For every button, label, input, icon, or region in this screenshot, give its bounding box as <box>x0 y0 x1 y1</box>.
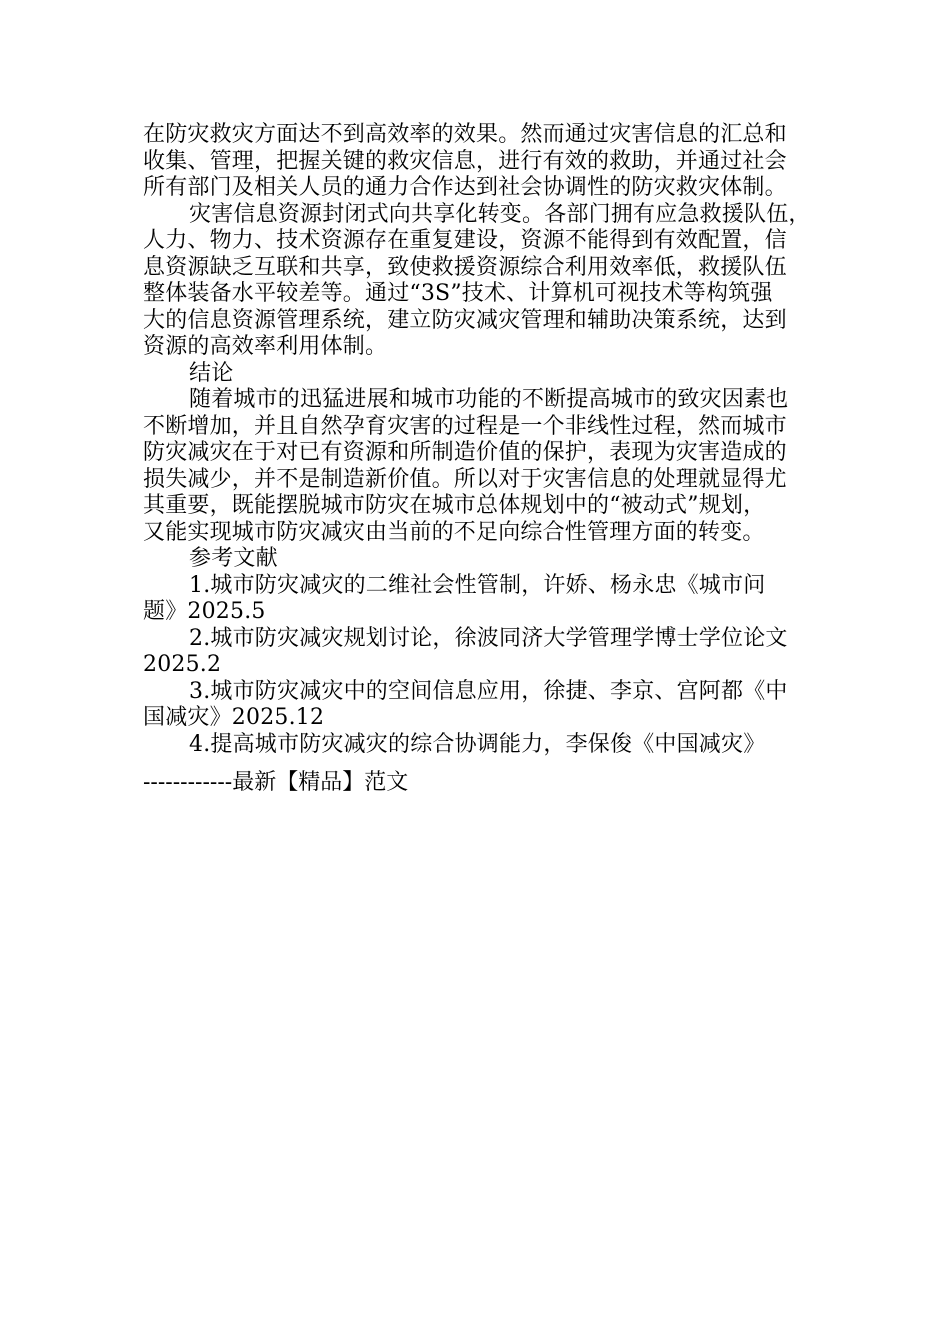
reference-item-continued: 题》2025.5 <box>143 599 266 624</box>
document-body <box>143 122 811 758</box>
paragraph-line: 所有部门及相关人员的通力合作达到社会协调性的防灾救灾体制。 <box>143 175 787 200</box>
section-heading-references: 参考文献 <box>189 546 278 571</box>
paragraph-line: 整体装备水平较差等。通过“3S”技术、计算机可视技术等构筑强 <box>143 281 773 306</box>
paragraph-line: 随着城市的迅猛进展和城市功能的不断提高城市的致灾因素也 <box>189 387 789 412</box>
paragraph-line: 又能实现城市防灾减灾由当前的不足向综合性管理方面的转变。 <box>143 519 765 545</box>
paragraph-line: 人力、物力、技术资源存在重复建设，资源不能得到有效配置，信 <box>143 228 787 253</box>
paragraph-line: 防灾减灾在于对已有资源和所制造价值的保护，表现为灾害造成的 <box>143 440 787 465</box>
paragraph-line: 资源的高效率利用体制。 <box>143 334 388 359</box>
paragraph-line: 灾害信息资源封闭式向共享化转变。各部门拥有应急救援队伍， <box>189 201 811 227</box>
reference-item: 1.城市防灾减灾的二维社会性管制，许娇、杨永忠《城市问 <box>189 572 766 598</box>
reference-item: 2.城市防灾减灾规划讨论，徐波同济大学管理学博士学位论文 <box>189 625 788 651</box>
reference-item: 3.城市防灾减灾中的空间信息应用，徐捷、李京、宫阿都《中 <box>189 678 788 704</box>
paragraph-line: 损失减少，并不是制造新价值。所以对于灾害信息的处理就显得尤 <box>143 466 787 492</box>
paragraph-line: 收集、管理，把握关键的救灾信息，进行有效的救助，并通过社会 <box>143 148 787 174</box>
reference-item-continued: 国减灾》2025.12 <box>143 705 325 730</box>
paragraph-line: 不断增加，并且自然孕育灾害的过程是一个非线性过程，然而城市 <box>143 413 787 439</box>
paragraph-line: 其重要，既能摆脱城市防灾在城市总体规划中的“被动式”规划， <box>143 493 766 518</box>
reference-item: 4.提高城市防灾减灾的综合协调能力，李保俊《中国减灾》 <box>189 731 766 757</box>
reference-item-continued: 2025.2 <box>143 652 222 677</box>
section-heading-conclusion: 结论 <box>189 360 234 386</box>
paragraph-line: 大的信息资源管理系统，建立防灾减灾管理和辅助决策系统，达到 <box>143 307 787 333</box>
footer-text: ------------最新【精品】范文 <box>143 770 409 795</box>
paragraph-line: 息资源缺乏互联和共享，致使救援资源综合利用效率低，救援队伍 <box>143 254 787 280</box>
paragraph-line: 在防灾救灾方面达不到高效率的效果。然而通过灾害信息的汇总和 <box>143 122 787 147</box>
